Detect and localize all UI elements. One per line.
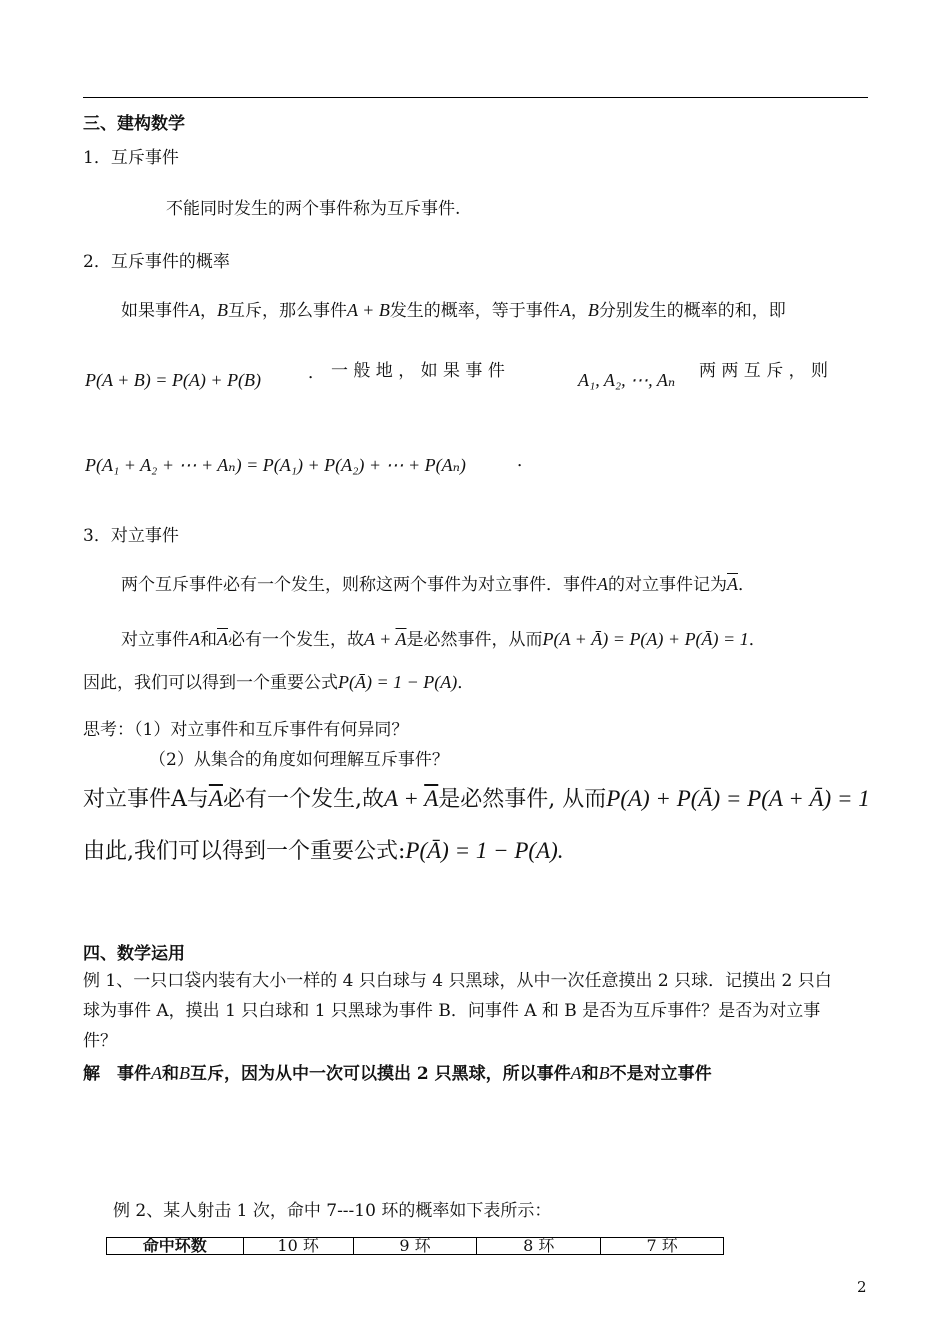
math-A-plus-Abar: $A + \overline{A}$	[383, 786, 439, 811]
table-header-cell: 7 环	[601, 1238, 724, 1255]
text-run: 是必然事件，从而	[406, 630, 543, 650]
text-run: 发生的概率，等于事件	[389, 301, 560, 321]
example-1-line-1: 例 1、一只口袋内装有大小一样的 4 只白球与 4 只黑球，从中一次任意摸出 2 只球．记摸出 2 只白	[83, 971, 832, 991]
formula-addition-n: P(A₁ + A₂ + ⋯ + Aₙ) = P(A₁) + P(A₂) + ⋯ + P(Aₙ)	[85, 455, 466, 475]
example-1-line-2: 球为事件 A，摸出 1 只白球和 1 只黑球为事件 B．问事件 A 和 B 是否为互斥事件？是否为对立事	[83, 1001, 821, 1021]
text-run: 对立事件A与	[83, 787, 209, 812]
hit-probability-table	[106, 1237, 724, 1255]
text-run: 互斥，那么事件	[228, 301, 347, 321]
item-2-general-intro: ．	[308, 363, 325, 383]
text-run: 两个互斥事件必有一个发生，则称这两个事件为对立事件．事件	[121, 575, 597, 595]
formula-complement-sum: P(A + Ā) = P(A) + P(Ā) = 1	[542, 629, 749, 649]
text-run: 分别发生的概率的和，即	[598, 301, 786, 321]
text-run: 对立事件	[121, 630, 189, 650]
text-run: 必有一个发生，故	[228, 630, 364, 650]
math-A: A	[570, 1063, 582, 1083]
math-B: B	[179, 1063, 190, 1083]
math-A-bar: $\overline{A}$	[217, 629, 228, 649]
text-run: 不是对立事件	[609, 1064, 712, 1084]
formula-period: ．	[517, 451, 534, 471]
math-A-plus-Abar: $A + \overline{A}$	[364, 629, 407, 649]
item-1-definition: 不能同时发生的两个事件称为互斥事件.	[166, 199, 461, 219]
think-question-2: （2）从集合的角度如何理解互斥事件？	[149, 750, 449, 770]
item-3-paragraph-1	[121, 570, 755, 595]
text-run: 的对立事件记为	[608, 575, 727, 595]
text-run: 和	[162, 1064, 179, 1084]
think-question-1: 思考：（1）对立事件和互斥事件有何异同？	[83, 720, 409, 740]
table-header-cell: 8 环	[477, 1238, 601, 1255]
math-A: A	[597, 574, 608, 594]
section-3-heading: 三、建构数学	[83, 114, 185, 134]
formula-addition-two: P(A + B) = P(A) + P(B)	[85, 370, 262, 390]
math-A: A	[559, 300, 571, 320]
text-run: 如果事件	[121, 301, 189, 321]
header-rule	[83, 97, 868, 98]
item-2-general-text-2: 两 两 互 斥 ， 则	[699, 361, 829, 381]
text-run: ．	[738, 575, 755, 595]
item-2-general-text: 一 般 地 ， 如 果 事 件	[331, 361, 505, 381]
text-run: 因此，我们可以得到一个重要公式	[83, 673, 338, 693]
events-list: A₁, A₂, ⋯, Aₙ	[578, 370, 676, 390]
text-run: 必有一个发生,故	[222, 787, 384, 812]
math-B: B	[217, 300, 228, 320]
math-B: B	[598, 1063, 610, 1083]
text-run: 和	[200, 630, 217, 650]
math-A-bar: $\overline{A}$	[424, 786, 439, 811]
item-3-paragraph-2	[121, 625, 766, 650]
math-A-bar: $\overline{A}$	[208, 786, 223, 811]
big-formula-1: P(A) + P(Ā) = P(A + Ā) = 1	[606, 786, 870, 811]
text-run: ．	[457, 673, 475, 693]
math-A: A	[189, 629, 200, 649]
table-header-cell: 10 环	[243, 1238, 353, 1255]
table-row	[107, 1238, 724, 1255]
text-run: 互斥，因为从中一次可以摸出 2 只黑球，所以事件	[190, 1064, 571, 1084]
table-header-cell: 9 环	[353, 1238, 477, 1255]
math-A: A	[189, 300, 200, 320]
section-4-heading: 四、数学运用	[83, 944, 185, 964]
text-run: 和	[581, 1064, 599, 1084]
text-run: ，	[200, 301, 217, 321]
big-formula-2: P(Ā) = 1 − P(A).	[405, 838, 564, 863]
example-2-text: 例 2、某人射击 1 次，命中 7---10 环的概率如下表所示：	[113, 1201, 552, 1221]
big-note-line-2	[83, 834, 564, 865]
example-1-solution	[83, 1059, 712, 1084]
page-number: 2	[857, 1278, 867, 1296]
math-A-bar: $\overline{A}$	[395, 629, 407, 649]
item-2-title: 2．互斥事件的概率	[83, 252, 230, 272]
math-B: B	[587, 300, 599, 320]
example-1-line-3: 件？	[83, 1031, 117, 1051]
text-run: 由此,我们可以得到一个重要公式:	[83, 839, 406, 864]
math-A: A	[151, 1063, 162, 1083]
math-A-bar: $\overline{A}$	[727, 574, 738, 594]
text-run: 是必然事件, 从而	[438, 787, 607, 812]
big-note-line-1	[83, 782, 870, 813]
formula-complement: P(Ā) = 1 − P(A)	[338, 672, 458, 692]
text-run: ．	[748, 630, 766, 650]
item-2-paragraph-1	[121, 296, 786, 321]
text-run: 解 事件	[83, 1064, 151, 1084]
text-run: ，	[570, 301, 588, 321]
item-3-title: 3．对立事件	[83, 526, 179, 546]
table-header-cell: 命中环数	[107, 1238, 244, 1255]
math-A-plus-B: A + B	[347, 300, 390, 320]
item-1-title: 1．互斥事件	[83, 148, 179, 168]
item-3-paragraph-3	[83, 668, 474, 693]
